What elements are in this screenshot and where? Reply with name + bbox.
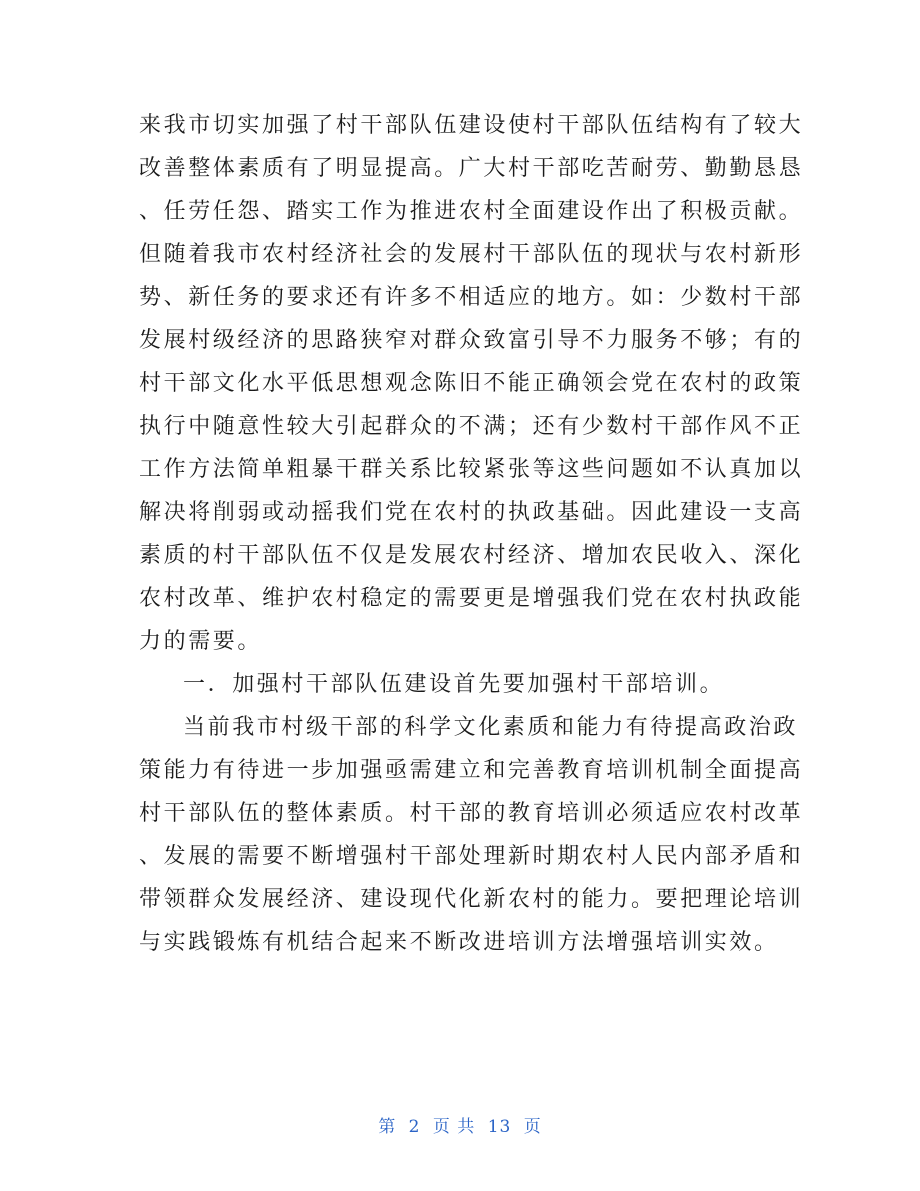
- text-line: 力的需要。: [139, 629, 263, 654]
- text-line: 农村改革、维护农村稳定的需要更是增强我们党在农村执政能: [139, 586, 804, 611]
- text-line: 解决将削弱或动摇我们党在农村的执政基础。因此建设一支高: [139, 500, 804, 525]
- text-line: 策能力有待进一步加强亟需建立和完善教育培训机制全面提高: [139, 758, 804, 783]
- text-line: 但随着我市农村经济社会的发展村干部队伍的现状与农村新形: [139, 242, 804, 267]
- text-line: 工作方法简单粗暴干群关系比较紧张等这些问题如不认真加以: [139, 457, 804, 482]
- footer-current-page: 2: [408, 1117, 421, 1137]
- text-line: 改善整体素质有了明显提高。广大村干部吃苦耐劳、勤勤恳恳: [139, 156, 804, 181]
- text-line: 素质的村干部队伍不仅是发展农村经济、增加农民收入、深化: [139, 543, 804, 568]
- text-line: 、任劳任怨、踏实工作为推进农村全面建设作出了积极贡献。: [139, 199, 804, 224]
- text-line: 村干部文化水平低思想观念陈旧不能正确领会党在农村的政策: [139, 371, 804, 396]
- text-line: 、发展的需要不断增强村干部处理新时期农村人民内部矛盾和: [139, 844, 804, 869]
- footer-middle: 页 共: [432, 1117, 476, 1137]
- section-heading: 一．加强村干部队伍建设首先要加强村干部培训。: [183, 672, 725, 697]
- body-text: [139, 104, 804, 964]
- footer-prefix: 第: [378, 1117, 397, 1137]
- text-line: 当前我市村级干部的科学文化素质和能力有待提高政治政: [183, 715, 799, 740]
- text-line: 与实践锻炼有机结合起来不断改进培训方法增强培训实效。: [139, 930, 779, 955]
- text-line: 发展村级经济的思路狭窄对群众致富引导不力服务不够；有的: [139, 328, 804, 353]
- text-line: 执行中随意性较大引起群众的不满；还有少数村干部作风不正: [139, 414, 804, 439]
- text-line: 势、新任务的要求还有许多不相适应的地方。如：少数村干部: [139, 285, 804, 310]
- footer-suffix: 页: [523, 1117, 542, 1137]
- text-line: 来我市切实加强了村干部队伍建设使村干部队伍结构有了较大: [139, 113, 804, 138]
- text-line: 带领群众发展经济、建设现代化新农村的能力。要把理论培训: [139, 887, 804, 912]
- page-footer: [0, 1112, 920, 1137]
- footer-total-pages: 13: [487, 1117, 512, 1137]
- text-line: 村干部队伍的整体素质。村干部的教育培训必须适应农村改革: [139, 801, 804, 826]
